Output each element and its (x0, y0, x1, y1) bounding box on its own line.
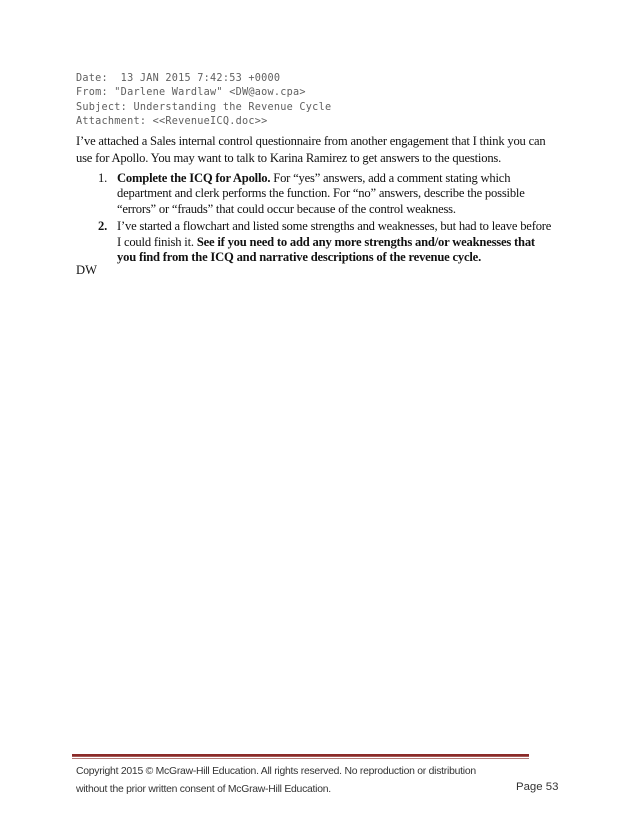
signature: DW (76, 263, 97, 277)
footer-divider-secondary (72, 758, 529, 759)
copyright-footer (76, 763, 571, 799)
email-header (76, 72, 556, 130)
page-number: Page 53 (516, 781, 559, 793)
list-item-text: For “yes” answers, add a comment stating which department and clerk performs the function. For “no” answers, describe the possible “errors” or “frauds” that could occur because of the control weakness. (117, 171, 525, 216)
instruction-list (98, 171, 554, 267)
list-item (98, 171, 554, 217)
list-number: 1. (98, 171, 108, 185)
list-item-bold-text: See if you need to add any more strengths and/or weaknesses that you find from the ICQ and narrative descriptions of the revenue cycle. (117, 234, 535, 265)
copyright-line-2: without the prior written consent of McGraw-Hill Education. (76, 784, 331, 795)
email-from: From: "Darlene Wardlaw" <DW@aow.cpa> (76, 87, 306, 99)
intro-paragraph: I’ve attached a Sales internal control questionnaire from another engagement that I think you can use for Apollo. You may want to talk to Karina Ramirez to get answers to the questions. (76, 134, 546, 165)
list-item-bold-text: Complete the ICQ for Apollo. (117, 171, 271, 185)
list-item (98, 219, 554, 265)
footer-divider (72, 754, 529, 757)
list-item-text: I’ve started a flowchart and listed some strengths and weaknesses, but had to leave before I could finish it. (117, 219, 552, 249)
copyright-line-1: Copyright 2015 © McGraw-Hill Education. All rights reserved. No reproduction or distribution (76, 766, 476, 777)
email-attachment: Attachment: <<RevenueICQ.doc>> (76, 116, 268, 128)
email-date: Date: 13 JAN 2015 7:42:53 +0000 (76, 73, 281, 84)
email-subject: Subject: Understanding the Revenue Cycle (76, 101, 332, 113)
list-number: 2. (98, 219, 108, 234)
